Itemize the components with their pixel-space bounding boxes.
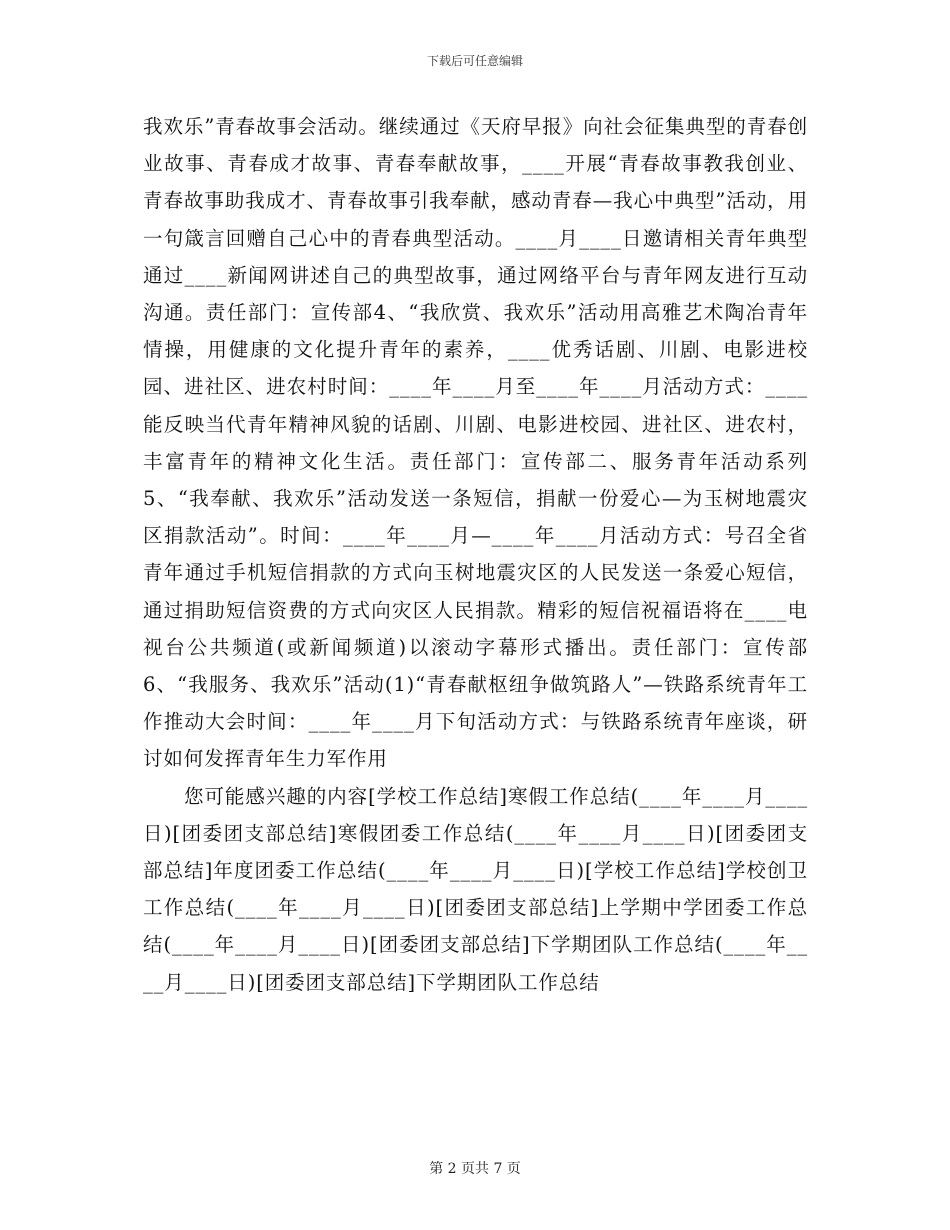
document-body — [143, 108, 808, 1001]
body-paragraph: 我欢乐”青春故事会活动。继续通过《天府早报》向社会征集典型的青春创业故事、青春成才故事、青春奉献故事，____开展“青春故事教我创业、青春故事助我成才、青春故事引我奉献，感动青春—我心中典型”活动，用一句箴言回赠自己心中的青春典型活动。____月____日邀请相关青年典型通过____新闻网讲述自己的典型故事，通过网络平台与青年网友进行互动沟通。责任部门：宣传部4、“我欣赏、我欢乐”活动用高雅艺术陶冶青年情操，用健康的文化提升青年的素养，____优秀话剧、川剧、电影进校园、进社区、进农村时间：____年____月至____年____月活动方式：____能反映当代青年精神风貌的话剧、川剧、电影进校园、进社区、进农村，丰富青年的精神文化生活。责任部门：宣传部二、服务青年活动系列5、“我奉献、我欢乐”活动发送一条短信，捐献一份爱心—为玉树地震灾区捐款活动”。时间：____年____月—____年____月活动方式：号召全省青年通过手机短信捐款的方式向玉树地震灾区的人民发送一条爱心短信，通过捐助短信资费的方式向灾区人民捐款。精彩的短信祝福语将在____电视台公共频道(或新闻频道)以滚动字幕形式播出。责任部门：宣传部6、“我服务、我欢乐”活动(1)“青春献枢纽争做筑路人”—铁路系统青年工作推动大会时间：____年____月下旬活动方式：与铁路系统青年座谈，研讨如何发挥青年生力军作用 — [143, 115, 808, 771]
related-content-paragraph: 您可能感兴趣的内容[学校工作总结]寒假工作总结(____年____月____日)[团委团支部总结]寒假团委工作总结(____年____月____日)[团委团支部总结]年度团委工作总结(____年____月____日)[学校工作总结]学校创卫工作总结(____年____月____日)[团委团支部总结]上学期中学团委工作总结(____年____月____日)[团委团支部总结]下学期团队工作总结(____年____月____日)[团委团支部总结]下学期团队工作总结 — [143, 784, 808, 994]
page-header: 下载后可任意编辑 — [426, 54, 523, 68]
page-number-footer: 第 2 页共 7 页 — [429, 1161, 521, 1177]
